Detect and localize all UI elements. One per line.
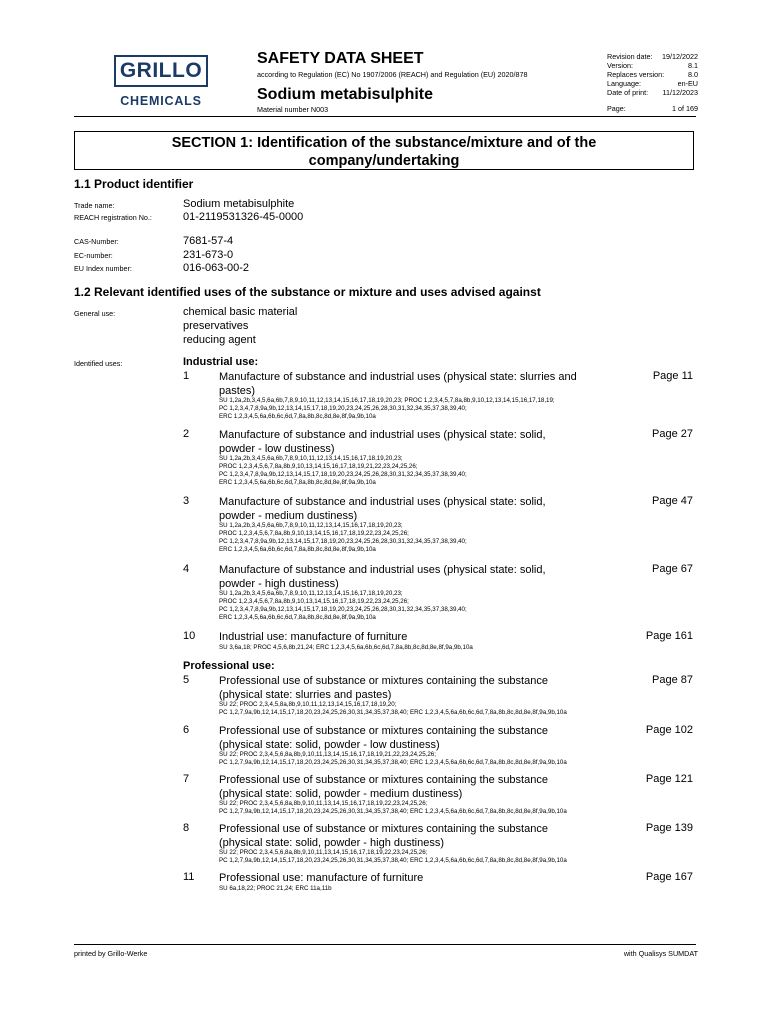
general-use-item: preservatives [183, 320, 249, 332]
use-description: Manufacture of substance and industrial uses (physical state: slurries and pastes) [219, 371, 577, 397]
use-number: 4 [183, 563, 190, 575]
general-use-item: reducing agent [183, 334, 256, 346]
heading-identified-uses: 1.2 Relevant identified uses of the substance or mixture and uses advised against [74, 285, 541, 299]
use-codes: SU 1,2a,2b,3,4,5,6a,6b,7,8,9,10,11,12,13,14,15,16,17,18,19,20,23; PROC 1,2,3,4,5,6,7,8a,8b,9,10,13,14,15,16,17,18,19,22,23,24,25,26; PC 1,2,3,4,7,8,9a,9b,12,13,14,15,17,18,19,20,23,24,25,26,28,30,31,32,34,35,37,38,39,40; ERC 1,2,3,4,5,6a,6b,6c,6d,7,8a,8b,8c,8d,8e,8f,9a,9b,10a [219, 590, 467, 621]
use-description: Professional use of substance or mixtures containing the substance (physical state: solid, powder - medium dustiness) [219, 774, 548, 800]
regulation-note: according to Regulation (EC) No 1907/2006 (REACH) and Regulation (EU) 2020/878 [257, 70, 528, 79]
meta-version: Version: 8.1 [607, 61, 698, 70]
value-eu-index-number: 016-063-00-2 [183, 262, 250, 274]
footer-software: with Qualisys SUMDAT [623, 949, 698, 958]
material-number: Material number N003 [257, 105, 329, 114]
label-trade-name: Trade name: [74, 201, 115, 210]
section-title-line1: SECTION 1: Identification of the substance/mixture and of the [171, 135, 597, 151]
use-codes: SU 1,2a,2b,3,4,5,6a,6b,7,8,9,10,11,12,13,14,15,16,17,18,19,20,23; PROC 1,2,3,4,5,6,7,8a,8b,9,10,13,14,15,16,17,18,19,21,22,23,24,25,26; PC 1,2,3,4,7,8,9a,9b,12,13,14,15,17,18,19,20,23,24,25,26,28,30,31,32,34,35,37,38,39,40; ERC 1,2,3,4,5,6a,6b,6c,6d,7,8a,8b,8c,8d,8e,8f,9a,9b,10a [219, 455, 467, 486]
header-divider [74, 116, 696, 117]
company-logo [114, 55, 208, 87]
meta-revision-date: Revision date: 19/12/2022 [607, 52, 698, 61]
meta-date-of-print: Date of print: 11/12/2023 [607, 88, 698, 97]
use-codes: SU 22; PROC 2,3,4,5,6,8a,8b,9,10,11,13,14,15,16,17,18,19,21,22,23,24,25,26; PC 1,2,7,9a,9b,12,14,15,17,18,20,23,24,25,26,30,31,34,35,37,38,40; ERC 1,2,3,4,5,6a,6b,6c,6d,7,8a,8b,8c,8d,8e,8f,9a,9b,10a [219, 751, 567, 766]
use-description: Manufacture of substance and industrial uses (physical state: solid, powder - medium dustiness) [219, 496, 546, 522]
logo-subtitle: CHEMICALS [120, 94, 202, 108]
label-eu-index-number: EU Index number: [74, 264, 132, 273]
section-title-box [74, 131, 694, 170]
use-number: 10 [183, 630, 196, 642]
label-general-use: General use: [74, 309, 116, 318]
use-number: 1 [183, 370, 190, 382]
use-codes: SU 22; PROC 2,3,4,5,6,8a,8b,9,10,11,13,14,15,16,17,18,19,22,23,24,25,26; PC 1,2,7,9a,9b,12,14,15,17,18,20,23,24,25,26,30,31,34,35,37,38,40; ERC 1,2,3,4,5,6a,6b,6c,6d,7,8a,8b,8c,8d,8e,8f,9a,9b,10a [219, 800, 567, 815]
label-identified-uses: Identified uses: [74, 359, 123, 368]
general-use-item: chemical basic material [183, 306, 298, 318]
value-ec-number: 231-673-0 [183, 249, 234, 261]
use-page-reference: Page 11 [652, 370, 693, 382]
value-reach-registration: 01-2119531326-45-0000 [183, 211, 304, 223]
page-indicator: Page: 1 of 169 [607, 104, 698, 113]
use-codes: SU 6a,18,22; PROC 21,24; ERC 11a,11b [219, 885, 332, 892]
use-page-reference: Page 139 [645, 822, 693, 834]
use-description: Professional use of substance or mixtures containing the substance (physical state: solid, powder - high dustiness) [219, 823, 548, 849]
product-name: Sodium metabisulphite [257, 86, 434, 103]
meta-replaces-version: Replaces version: 8.0 [607, 70, 698, 79]
use-description: Professional use of substance or mixtures containing the substance (physical state: slurries and pastes) [219, 675, 548, 701]
label-reach-registration: REACH registration No.: [74, 213, 152, 222]
use-number: 2 [183, 428, 190, 440]
use-codes: SU 3,6a,18; PROC 4,5,6,8b,21,24; ERC 1,2,3,4,5,6a,6b,6c,6d,7,8a,8b,8c,8d,8e,8f,9a,9b,10a [219, 644, 473, 651]
use-codes: SU 22; PROC 2,3,4,5,6,8a,8b,9,10,11,13,14,15,16,17,18,19,22,23,24,25,26; PC 1,2,7,9a,9b,12,14,15,17,18,20,23,24,25,26,30,31,34,35,37,38,40; ERC 1,2,3,4,5,6a,6b,6c,6d,7,8a,8b,8c,8d,8e,8f,9a,9b,10a [219, 849, 567, 864]
footer-printed-by: printed by Grillo-Werke [74, 949, 148, 958]
use-number: 7 [183, 773, 190, 785]
use-description: Industrial use: manufacture of furniture [219, 631, 408, 643]
label-cas-number: CAS-Number: [74, 237, 119, 246]
value-cas-number: 7681-57-4 [183, 235, 234, 247]
use-codes: SU 22; PROC 2,3,4,5,8a,8b,9,10,11,12,13,14,15,16,17,18,19,20; PC 1,2,7,9a,9b,12,14,15,17,18,20,23,24,25,26,30,31,34,35,37,38,40; ERC 1,2,3,4,5,6a,6b,6c,6d,7,8a,8b,8c,8d,8e,8f,9a,9b,10a [219, 701, 567, 716]
use-number: 6 [183, 724, 190, 736]
footer-divider [74, 944, 696, 945]
subheading-industrial-use: Industrial use: [183, 356, 259, 368]
meta-language: Language: en-EU [607, 79, 698, 88]
use-number: 8 [183, 822, 190, 834]
use-page-reference: Page 102 [645, 724, 693, 736]
use-page-reference: Page 121 [645, 773, 693, 785]
use-number: 11 [183, 871, 195, 883]
document-metadata [607, 52, 698, 97]
use-page-reference: Page 67 [652, 563, 693, 575]
use-codes: SU 1,2a,2b,3,4,5,6a,6b,7,8,9,10,11,12,13,14,15,16,17,18,19,20,23; PROC 1,2,3,4,5,7,8a,8b,9,10,12,13,14,15,16,17,18,19; PC 1,2,3,4,7,8,9a,9b,12,13,14,15,17,18,19,20,23,24,25,26,28,30,31,32,34,35,37,38,39,40; ERC 1,2,3,4,5,6a,6b,6c,6d,7,8a,8b,8c,8d,8e,8f,9a,9b,10a [219, 397, 555, 420]
use-description: Manufacture of substance and industrial uses (physical state: solid, powder - low dustiness) [219, 429, 546, 455]
use-description: Professional use: manufacture of furniture [219, 872, 424, 884]
heading-product-identifier: 1.1 Product identifier [74, 177, 194, 191]
use-page-reference: Page 27 [652, 428, 693, 440]
use-page-reference: Page 87 [652, 674, 693, 686]
subheading-professional-use: Professional use: [183, 660, 275, 672]
use-page-reference: Page 167 [645, 871, 693, 883]
label-ec-number: EC-number: [74, 251, 113, 260]
use-number: 3 [183, 495, 190, 507]
section-title-line2: company/undertaking [308, 153, 460, 169]
use-number: 5 [183, 674, 190, 686]
use-description: Professional use of substance or mixtures containing the substance (physical state: solid, powder - low dustiness) [219, 725, 548, 751]
logo-wordmark: GRILLO [119, 59, 203, 82]
use-page-reference: Page 161 [645, 630, 693, 642]
use-page-reference: Page 47 [652, 495, 693, 507]
use-description: Manufacture of substance and industrial uses (physical state: solid, powder - high dustiness) [219, 564, 546, 590]
use-codes: SU 1,2a,2b,3,4,5,6a,6b,7,8,9,10,11,12,13,14,15,16,17,18,19,20,23; PROC 1,2,3,4,5,6,7,8a,8b,9,10,13,14,15,16,17,18,19,22,23,24,25,26; PC 1,2,3,4,7,8,9a,9b,12,13,14,15,17,18,19,20,23,24,25,26,28,30,31,32,34,35,37,38,39,40; ERC 1,2,3,4,5,6a,6b,6c,6d,7,8a,8b,8c,8d,8e,8f,9a,9b,10a [219, 522, 467, 553]
document-title: SAFETY DATA SHEET [257, 50, 424, 67]
value-trade-name: Sodium metabisulphite [183, 198, 295, 210]
